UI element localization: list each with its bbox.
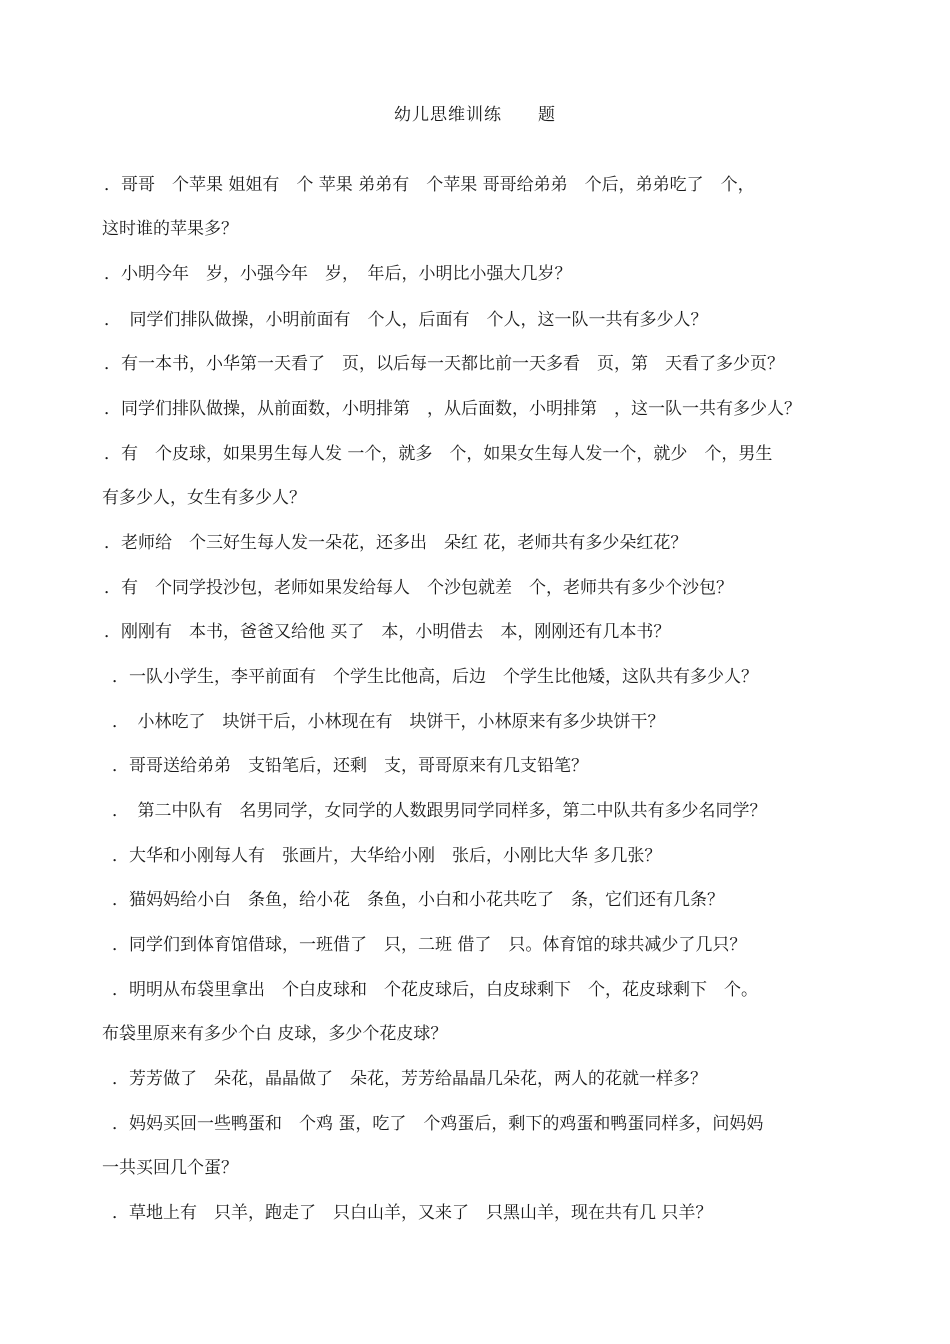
question-16: ．同学们到体育馆借球，一班借了 只，二班 借了 只。体育馆的球共减少了几只？ (112, 935, 747, 955)
question-19-line-2: 一共买回几个蛋？ (102, 1158, 238, 1178)
question-5: ．同学们排队做操，从前面数，小明排第 ，从后面数，小明排第 ，这一队一共有多少人？ (104, 399, 801, 419)
document-title: 幼儿思维训练 题 (394, 105, 556, 125)
question-2: ．小明今年 岁，小强今年 岁， 年后，小明比小强大几岁？ (104, 264, 572, 284)
question-19-line-1: ．妈妈买回一些鸭蛋和 个鸡 蛋，吃了 个鸡蛋后，剩下的鸡蛋和鸭蛋同样多，问妈妈 (112, 1114, 764, 1134)
question-8: ．有 个同学投沙包，老师如果发给每人 个沙包就差 个，老师共有多少个沙包？ (104, 578, 733, 598)
question-4: ．有一本书，小华第一天看了 页，以后每一天都比前一天多看 页，第 天看了多少页？ (104, 354, 784, 374)
question-13: ． 第二中队有 名男同学，女同学的人数跟男同学同样多，第二中队共有多少名同学？ (112, 801, 767, 821)
question-1-line-1: ．哥哥 个苹果 姐姐有 个 苹果 弟弟有 个苹果 哥哥给弟弟 个后，弟弟吃了 个， (104, 175, 755, 195)
question-17-line-2: 布袋里原来有多少个白 皮球，多少个花皮球？ (102, 1024, 448, 1044)
question-11: ． 小林吃了 块饼干后，小林现在有 块饼干，小林原来有多少块饼干？ (112, 712, 665, 732)
question-6-line-1: ．有 个皮球，如果男生每人发 一个，就多 个，如果女生每人发一个，就少 个，男生 (104, 444, 773, 464)
question-12: ．哥哥送给弟弟 支铅笔后，还剩 支，哥哥原来有几支铅笔？ (112, 756, 588, 776)
question-15: ．猫妈妈给小白 条鱼，给小花 条鱼，小白和小花共吃了 条，它们还有几条？ (112, 890, 724, 910)
question-6-line-2: 有多少人，女生有多少人？ (102, 488, 306, 508)
question-7: ．老师给 个三好生每人发一朵花，还多出 朵红 花，老师共有多少朵红花？ (104, 533, 688, 553)
question-3: ． 同学们排队做操，小明前面有 个人，后面有 个人，这一队一共有多少人？ (104, 310, 708, 330)
question-17-line-1: ．明明从布袋里拿出 个白皮球和 个花皮球后，白皮球剩下 个，花皮球剩下 个。 (112, 980, 758, 1000)
question-14: ．大华和小刚每人有 张画片，大华给小刚 张后，小刚比大华 多几张？ (112, 846, 662, 866)
question-20: ．草地上有 只羊，跑走了 只白山羊，又来了 只黑山羊，现在共有几 只羊？ (112, 1203, 713, 1223)
question-18: ．芳芳做了 朵花，晶晶做了 朵花，芳芳给晶晶几朵花，两人的花就一样多？ (112, 1069, 707, 1089)
question-10: ．一队小学生，李平前面有 个学生比他高，后边 个学生比他矮，这队共有多少人？ (112, 667, 758, 687)
question-1-line-2: 这时谁的苹果多？ (102, 219, 238, 239)
question-9: ．刚刚有 本书，爸爸又给他 买了 本，小明借去 本，刚刚还有几本书？ (104, 622, 671, 642)
